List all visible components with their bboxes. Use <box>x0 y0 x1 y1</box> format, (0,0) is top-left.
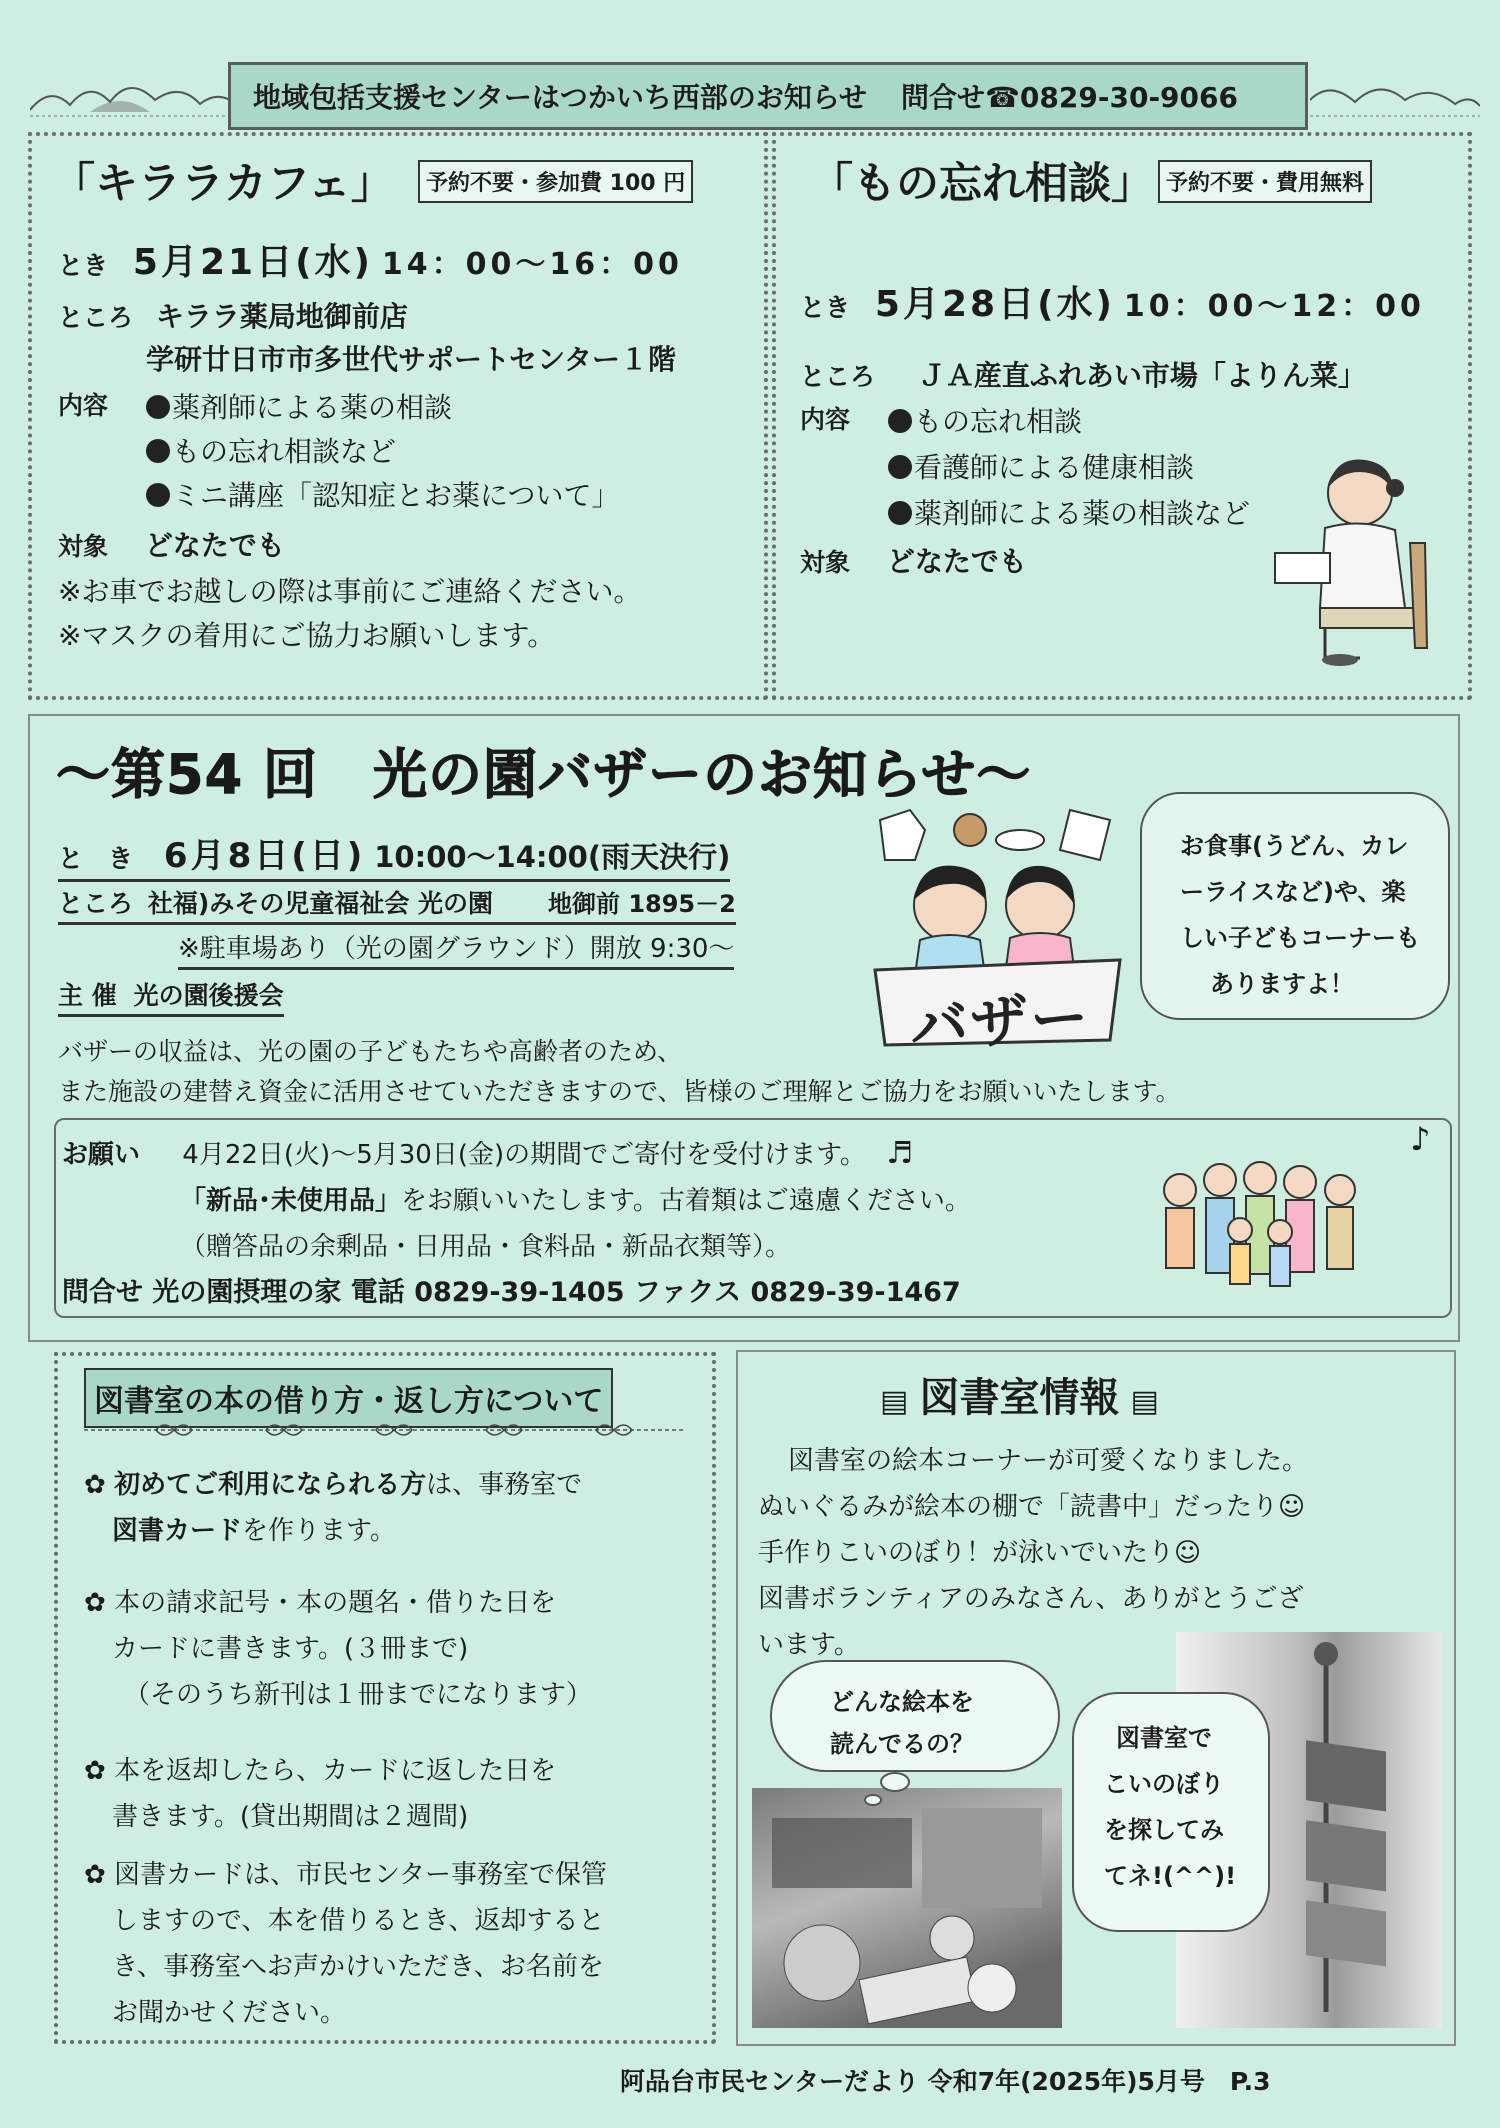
info-line: 手作りこいのぼり！が泳いでいたり☺ <box>758 1538 1202 1568</box>
nurse-illustration <box>1265 448 1445 668</box>
library-info-heading: ▤ 図書室情報 ▤ <box>880 1375 1159 1421</box>
info-line: います。 <box>758 1630 860 1660</box>
howto-item: （そのうち新刊は１冊までになります） <box>124 1680 593 1710</box>
bazaar-title: ～第54 回 光の園バザーのお知らせ～ <box>56 743 1032 806</box>
memory-date: 5月28日(水) <box>874 284 1115 325</box>
music-note-icon: ♪ <box>1410 1120 1431 1158</box>
memory-where: ところ ＪＡ産直ふれあい市場「よりん菜」 <box>800 359 1366 392</box>
cafe-note: ※お車でお越しの際は事前にご連絡ください。 <box>58 575 642 608</box>
cafe-item: もの忘れ相談など <box>146 430 396 470</box>
memory-tag: 予約不要・費用無料 <box>1158 160 1372 203</box>
howto-item: ✿ 図書カードは、市民センター事務室で保管 <box>84 1860 608 1890</box>
cafe-item: 薬剤師による薬の相談 <box>146 386 452 426</box>
wave-decoration-left <box>30 70 230 120</box>
cafe-where2: 学研廿日市市多世代サポートセンター１階 <box>146 343 677 376</box>
request-line: 「新品･未使用品」をお願いいたします。古着類はご遠慮ください。 <box>180 1186 971 1216</box>
thought-line: 読んでるの？ <box>830 1730 974 1758</box>
cafe-where: ところ キララ薬局地御前店 <box>58 300 408 333</box>
library-howto-title: 図書室の本の借り方・返し方について <box>84 1368 613 1428</box>
koinobori-line: 図書室で <box>1116 1724 1212 1752</box>
bazaar-desc: バザーの収益は、光の園の子どもたちや高齢者のため、 <box>58 1037 683 1066</box>
request-line: お願い 4月22日(火)～5月30日(金)の期間でご寄付を受付けます。 ♬ <box>62 1136 914 1171</box>
koinobori-line: てネ!(^^)! <box>1104 1862 1237 1890</box>
memory-item: 薬剤師による薬の相談など <box>888 492 1250 532</box>
bazaar-inquiry: 問合せ 光の園摂理の家 電話 0829-39-1405 ファクス 0829-39-1467 <box>62 1277 961 1308</box>
cafe-note: ※マスクの着用にご協力お願いします。 <box>58 619 556 652</box>
howto-item: 書きます。(貸出期間は２週間) <box>112 1802 469 1832</box>
memory-time: 10：00～12：00 <box>1123 289 1425 324</box>
ribbon-decoration <box>84 1418 684 1442</box>
memory-item: もの忘れ相談 <box>888 400 1082 440</box>
cafe-when: とき 5月21日(水) 14：00～16：00 <box>58 242 683 283</box>
howto-item: 図書カードを作ります。 <box>112 1516 396 1546</box>
info-line: 図書室の絵本コーナーが可愛くなりました。 <box>788 1446 1309 1476</box>
howto-item: お聞かせください。 <box>112 1998 347 2028</box>
bubble-line: ーライスなど)や、楽 <box>1180 878 1406 906</box>
bazaar-date: 6月8日(日) <box>163 836 366 876</box>
memory-title: 「もの忘れ相談」 <box>810 159 1154 209</box>
wave-decoration-right <box>1310 70 1480 120</box>
thought-line: どんな絵本を <box>830 1688 974 1716</box>
bubble-line: しい子どもコーナーも <box>1180 924 1420 952</box>
thought-dot <box>880 1772 910 1792</box>
cafe-time: 14：00～16：00 <box>381 247 683 282</box>
bazaar-host: 主 催 光の園後援会 <box>58 976 284 1017</box>
cafe-date: 5月21日(水) <box>132 242 373 283</box>
howto-item: しますので、本を借りるとき、返却すると <box>112 1906 605 1936</box>
bazaar-sign: バザー <box>908 983 1092 1061</box>
howto-item: き、事務室へお声かけいただき、お名前を <box>112 1952 604 1982</box>
flower-icon: ✿ <box>84 1588 106 1618</box>
info-line: 図書ボランティアのみなさん、ありがとうござ <box>758 1584 1304 1614</box>
music-note-icon: ♬ <box>886 1136 914 1171</box>
cafe-item: ミニ講座「認知症とお薬について」 <box>146 474 619 514</box>
memory-target: 対象 どなたでも <box>800 545 1027 578</box>
memory-content: 内容 <box>800 405 851 434</box>
memory-when: とき 5月28日(水) 10：00～12：00 <box>800 284 1425 325</box>
howto-item: ✿ 本を返却したら、カードに返した日を <box>84 1756 557 1786</box>
howto-item: ✿ 本の請求記号・本の題名・借りた日を <box>84 1588 557 1618</box>
thought-dot <box>864 1794 882 1806</box>
family-illustration <box>1150 1150 1360 1300</box>
cafe-target: 対象 どなたでも <box>58 529 285 562</box>
book-icon: ▤ <box>1130 1384 1159 1419</box>
banner-contact: 問合せ☎0829-30-9066 <box>901 81 1238 114</box>
bubble-line: ありますよ！ <box>1210 970 1354 998</box>
bazaar-when: と き 6月8日(日) 10:00～14:00(雨天決行) <box>58 828 730 882</box>
howto-item: カードに書きます。(３冊まで) <box>112 1634 469 1664</box>
page-footer: 阿品台市民センターだより 令和7年(2025年)5月号 P.3 <box>620 2067 1271 2096</box>
banner-org: 地域包括支援センターはつかいち西部のお知らせ <box>253 81 868 114</box>
cafe-title: 「キララカフェ」 <box>52 159 394 209</box>
howto-item: ✿ 初めてご利用になられる方は、事務室で <box>84 1470 583 1500</box>
koinobori-line: を探してみ <box>1104 1816 1224 1844</box>
koinobori-line: こいのぼり <box>1104 1770 1224 1798</box>
request-line: （贈答品の余剰品・日用品・食料品・新品衣類等）。 <box>180 1232 792 1262</box>
bazaar-where: ところ 社福)みその児童福祉会 光の園 地御前 1895－2 <box>58 884 736 925</box>
flower-icon: ✿ <box>84 1860 106 1890</box>
cafe-tag: 予約不要・参加費 100 円 <box>418 160 693 203</box>
cafe-content: 内容 <box>58 391 109 420</box>
memory-item: 看護師による健康相談 <box>888 446 1194 486</box>
flower-icon: ✿ <box>84 1756 106 1786</box>
library-photo-shelf <box>752 1788 1062 2028</box>
bazaar-time: 10:00～14:00(雨天決行) <box>374 840 731 874</box>
book-icon: ▤ <box>880 1384 909 1419</box>
info-line: ぬいぐるみが絵本の棚で「読書中」だったり☺ <box>758 1492 1306 1522</box>
header-banner <box>228 62 1308 130</box>
flower-icon: ✿ <box>84 1470 106 1500</box>
bubble-line: お食事(うどん、カレ <box>1180 832 1409 860</box>
bazaar-desc: また施設の建替え資金に活用させていただきますので、皆様のご理解とご協力をお願いいたします。 <box>58 1077 1181 1106</box>
bazaar-parking: ※駐車場あり（光の園グラウンド）開放 9:30～ <box>178 928 734 970</box>
